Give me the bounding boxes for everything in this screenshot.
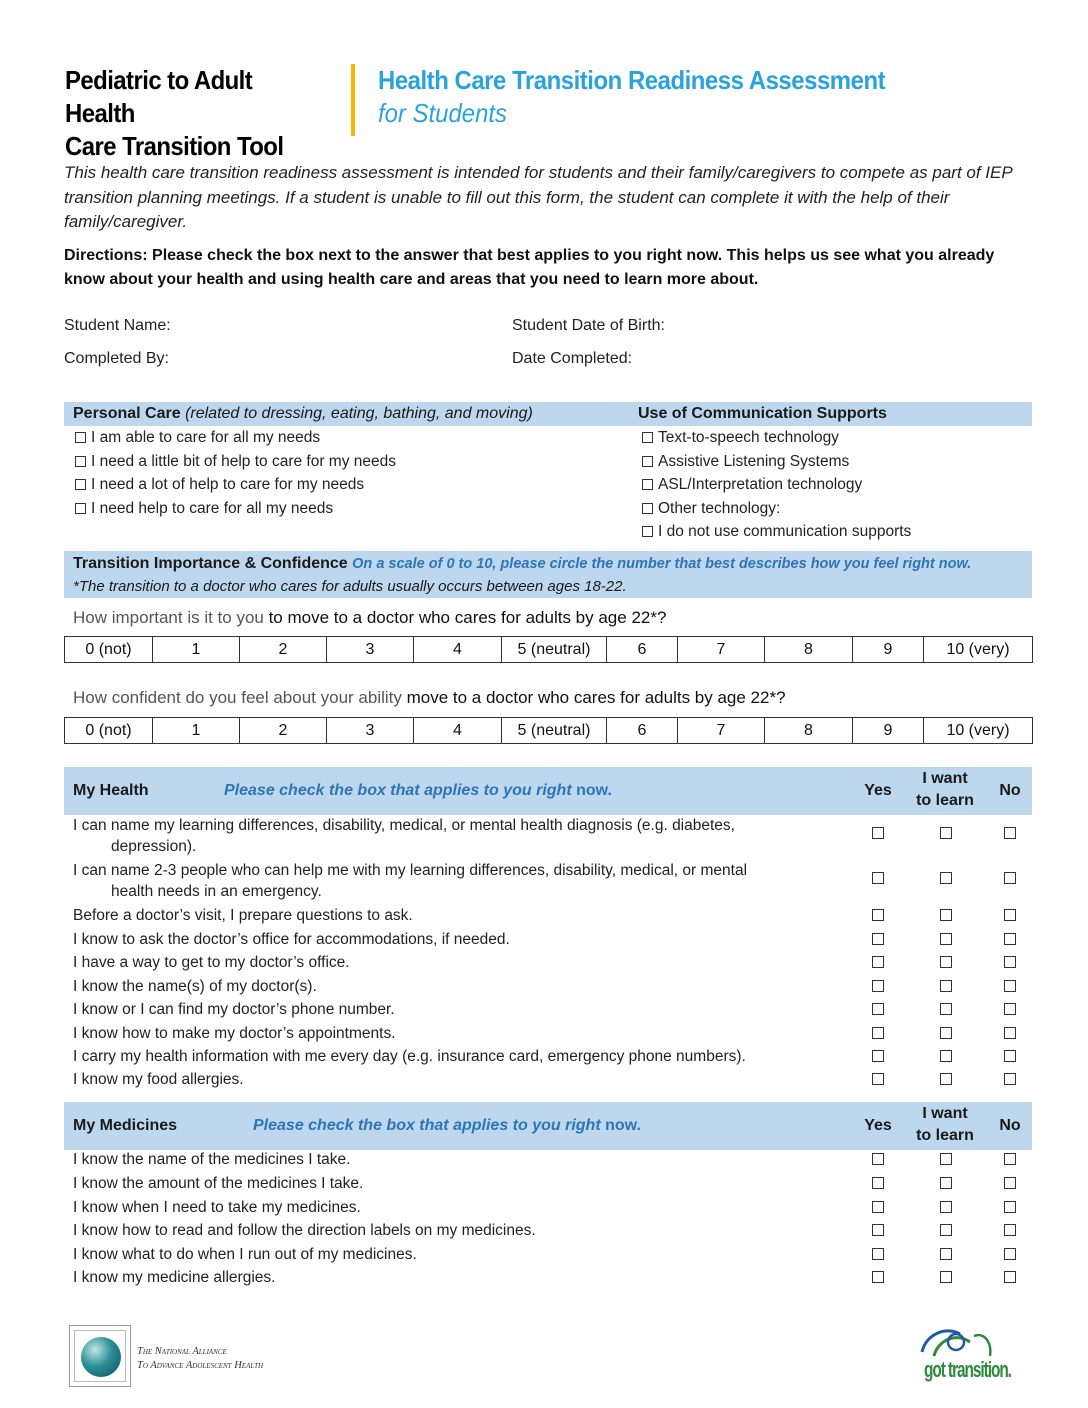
- row-line1: I know or I can find my doctor’s phone number.: [73, 1001, 395, 1018]
- tool-title: [65, 64, 327, 163]
- page-header: [65, 64, 1025, 161]
- checklist-row-text: [73, 1046, 833, 1067]
- my-health-instruction-part2: now.: [571, 782, 612, 799]
- transition-title: Transition Importance & Confidence: [73, 555, 348, 572]
- row-line1: I have a way to get to my doctor’s office.: [73, 954, 350, 971]
- row-line2: health needs in an emergency.: [111, 883, 322, 900]
- transition-heading: [73, 553, 971, 575]
- scale-option[interactable]: 7: [678, 718, 765, 744]
- want-to-learn-checkbox[interactable]: [940, 956, 952, 968]
- yes-checkbox[interactable]: [872, 1050, 884, 1062]
- yes-checkbox[interactable]: [872, 1027, 884, 1039]
- want-to-learn-checkbox[interactable]: [940, 1201, 952, 1213]
- want-to-learn-column-header: [904, 1103, 986, 1147]
- row-line1: I know how to make my doctor’s appointments.: [73, 1025, 396, 1042]
- scale-option[interactable]: 1: [153, 637, 240, 663]
- checkbox-icon[interactable]: [642, 432, 653, 443]
- alliance-logo: [69, 1325, 309, 1387]
- checklist-row-text: [73, 905, 833, 926]
- yes-checkbox[interactable]: [872, 980, 884, 992]
- no-checkbox[interactable]: [1004, 872, 1016, 884]
- no-checkbox[interactable]: [1004, 1027, 1016, 1039]
- checklist-row-text: [73, 1069, 833, 1090]
- want-to-learn-checkbox[interactable]: [940, 1027, 952, 1039]
- checklist-row-text: [73, 1267, 833, 1288]
- want-to-learn-checkbox[interactable]: [940, 980, 952, 992]
- no-column-header: No: [999, 1117, 1021, 1134]
- yes-checkbox[interactable]: [872, 827, 884, 839]
- scale-option[interactable]: 5 (neutral): [502, 637, 607, 663]
- header-divider: [351, 64, 355, 136]
- checkbox-icon[interactable]: [642, 526, 653, 537]
- row-line2: depression).: [111, 838, 197, 855]
- my-health-instruction-part1: Please check the box that applies to you right: [224, 782, 572, 799]
- my-medicines-instruction-part2: now.: [600, 1117, 641, 1134]
- personal-care-option-label: I need help to care for all my needs: [91, 499, 334, 517]
- importance-question-part2: to move to a doctor who cares for adults by age 22*?: [263, 608, 667, 627]
- scale-option[interactable]: 5 (neutral): [502, 718, 607, 744]
- assessment-title: Health Care Transition Readiness Assessment: [378, 65, 886, 95]
- transition-instruction: On a scale of 0 to 10, please circle the number that best describes how you feel right now.: [352, 556, 972, 572]
- personal-care-heading: [73, 403, 533, 425]
- personal-care-option[interactable]: [75, 428, 320, 448]
- confidence-scale: [64, 717, 1033, 744]
- importance-question-part1: How important is it to you: [73, 608, 264, 627]
- importance-question: [73, 607, 666, 629]
- tool-title-line2: Care Transition Tool: [65, 131, 284, 161]
- checklist-row-text: [73, 860, 833, 902]
- scale-option[interactable]: 3: [327, 718, 414, 744]
- checklist-row-text: [73, 976, 833, 997]
- scale-option[interactable]: 8: [765, 637, 853, 663]
- confidence-question: [73, 687, 786, 709]
- want-to-learn-checkbox[interactable]: [940, 909, 952, 921]
- checklist-row-text: [73, 1244, 833, 1265]
- scale-option[interactable]: 4: [414, 718, 502, 744]
- personal-care-option[interactable]: [75, 452, 396, 472]
- no-checkbox[interactable]: [1004, 980, 1016, 992]
- checklist-row-text: [73, 1173, 833, 1194]
- my-medicines-header: [64, 1102, 1032, 1150]
- yes-column-header: Yes: [864, 1117, 892, 1134]
- no-checkbox[interactable]: [1004, 1271, 1016, 1283]
- personal-care-option-label: I need a lot of help to care for my needs: [91, 476, 365, 493]
- row-line1: I know my food allergies.: [73, 1071, 244, 1088]
- communication-option-label: Text-to-speech technology: [658, 429, 839, 446]
- checkbox-icon[interactable]: [75, 432, 86, 443]
- no-checkbox[interactable]: [1004, 956, 1016, 968]
- row-line1: I know to ask the doctor’s office for accommodations, if needed.: [73, 931, 510, 948]
- communication-option[interactable]: [642, 428, 839, 448]
- no-checkbox[interactable]: [1004, 1248, 1016, 1260]
- communication-option[interactable]: [642, 499, 780, 519]
- my-health-instruction: [224, 780, 612, 802]
- scale-option[interactable]: 1: [153, 718, 240, 744]
- communication-option-label: I do not use communication supports: [658, 523, 912, 540]
- scale-option[interactable]: 9: [853, 718, 924, 744]
- communication-option-label: ASL/Interpretation technology: [658, 476, 863, 493]
- checklist-row-text: [73, 1023, 833, 1044]
- want-to-learn-column-header: [904, 768, 986, 812]
- personal-care-title: Personal Care: [73, 405, 181, 422]
- yes-checkbox[interactable]: [872, 956, 884, 968]
- no-checkbox[interactable]: [1004, 827, 1016, 839]
- personal-care-option-label: I am able to care for all my needs: [91, 429, 321, 446]
- yes-checkbox[interactable]: [872, 1248, 884, 1260]
- scale-option[interactable]: 4: [414, 637, 502, 663]
- row-line1: I know the name of the medicines I take.: [73, 1151, 351, 1168]
- want-to-learn-checkbox[interactable]: [940, 1177, 952, 1189]
- row-line1: I can name my learning differences, disability, medical, or mental health diagnosis (e.g. diabetes,: [73, 817, 735, 834]
- want-to-learn-checkbox[interactable]: [940, 1073, 952, 1085]
- checkbox-icon[interactable]: [642, 503, 653, 514]
- alliance-line1: The National Alliance: [137, 1346, 227, 1357]
- communication-option-label: Assistive Listening Systems: [658, 452, 850, 470]
- row-line1: I know when I need to take my medicines.: [73, 1199, 361, 1216]
- checklist-row-text: [73, 952, 833, 973]
- no-checkbox[interactable]: [1004, 1224, 1016, 1236]
- want-to-learn-checkbox[interactable]: [940, 1153, 952, 1165]
- directions-text: Directions: Please check the box next to the answer that best applies to you right now. This helps us see what you already know about your health and using health care and areas that you need to learn more about.: [64, 247, 995, 288]
- want-to-learn-checkbox[interactable]: [940, 1271, 952, 1283]
- no-checkbox[interactable]: [1004, 1177, 1016, 1189]
- intro-text: This health care transition readiness assessment is intended for students and their family/caregivers to compete as part of IEP transition planning meetings. If a student is unable to fill out this form, the student can complete it with the help of their family/caregiver.: [64, 163, 1013, 231]
- want-to-learn-checkbox[interactable]: [940, 1248, 952, 1260]
- got-transition-swirl-icon: [912, 1322, 1032, 1362]
- checkbox-icon[interactable]: [642, 456, 653, 467]
- yes-checkbox[interactable]: [872, 872, 884, 884]
- personal-care-option[interactable]: [75, 475, 364, 495]
- alliance-logo-inner: [74, 1330, 126, 1382]
- no-checkbox[interactable]: [1004, 1201, 1016, 1213]
- scale-option[interactable]: 0 (not): [65, 718, 153, 744]
- yes-checkbox[interactable]: [872, 1224, 884, 1236]
- row-line1: I can name 2-3 people who can help me with my learning differences, disability, medical, or mental: [73, 862, 748, 879]
- personal-care-option-label: I need a little bit of help to care for my needs: [91, 452, 397, 470]
- no-checkbox[interactable]: [1004, 1073, 1016, 1085]
- scale-option[interactable]: 10 (very): [924, 718, 1033, 744]
- want-to-learn-checkbox[interactable]: [940, 933, 952, 945]
- checklist-row-text: [73, 1220, 833, 1241]
- communication-title: Use of Communication Supports: [638, 405, 887, 422]
- want-to-learn-checkbox[interactable]: [940, 1050, 952, 1062]
- want-line2: to learn: [916, 792, 974, 809]
- want-to-learn-checkbox[interactable]: [940, 872, 952, 884]
- my-health-title: My Health: [73, 782, 149, 799]
- student-dob-field[interactable]: Student Date of Birth:: [512, 317, 665, 334]
- my-medicines-instruction: [253, 1115, 641, 1137]
- no-checkbox[interactable]: [1004, 1050, 1016, 1062]
- globe-icon: [81, 1337, 121, 1377]
- row-line1: I know how to read and follow the direction labels on my medicines.: [73, 1222, 536, 1239]
- my-health-header: [64, 767, 1032, 815]
- want-line1: I want: [922, 1105, 968, 1122]
- scale-option[interactable]: 6: [607, 718, 678, 744]
- no-checkbox[interactable]: [1004, 933, 1016, 945]
- got-transition-wordmark: got transition.: [924, 1357, 1011, 1382]
- yes-checkbox[interactable]: [872, 1271, 884, 1283]
- scale-option[interactable]: 9: [853, 637, 924, 663]
- checklist-row-text: [73, 999, 833, 1020]
- my-medicines-instruction-part1: Please check the box that applies to you right: [253, 1117, 601, 1134]
- scale-option[interactable]: 6: [607, 637, 678, 663]
- row-line1: I know what to do when I run out of my medicines.: [73, 1246, 417, 1263]
- personal-care-option[interactable]: [75, 499, 333, 519]
- scale-option[interactable]: 0 (not): [65, 637, 153, 663]
- no-checkbox[interactable]: [1004, 1003, 1016, 1015]
- yes-checkbox[interactable]: [872, 1153, 884, 1165]
- row-line1: I carry my health information with me every day (e.g. insurance card, emergency phone numbers).: [73, 1048, 746, 1065]
- checkbox-icon[interactable]: [75, 479, 86, 490]
- alliance-logo-frame: [69, 1325, 131, 1387]
- want-line2: to learn: [916, 1127, 974, 1144]
- my-medicines-title: My Medicines: [73, 1117, 178, 1134]
- student-name-field[interactable]: Student Name:: [64, 317, 171, 334]
- scale-option[interactable]: 8: [765, 718, 853, 744]
- personal-care-subtitle: (related to dressing, eating, bathing, and moving): [185, 405, 533, 422]
- row-line1: Before a doctor’s visit, I prepare questions to ask.: [73, 907, 413, 924]
- confidence-question-part1: How confident do you feel about your ability: [73, 688, 402, 707]
- yes-checkbox[interactable]: [872, 1073, 884, 1085]
- checklist-row-text: [73, 929, 833, 950]
- row-line1: I know the amount of the medicines I take.: [73, 1175, 364, 1192]
- tool-title-line1: Pediatric to Adult Health: [65, 65, 253, 128]
- communication-option[interactable]: [642, 522, 911, 542]
- scale-option[interactable]: 7: [678, 637, 765, 663]
- want-to-learn-checkbox[interactable]: [940, 827, 952, 839]
- yes-checkbox[interactable]: [872, 933, 884, 945]
- alliance-name: [137, 1345, 263, 1373]
- yes-checkbox[interactable]: [872, 1201, 884, 1213]
- completed-by-field[interactable]: Completed By:: [64, 350, 169, 367]
- transition-note: *The transition to a doctor who cares for adults usually occurs between ages 18-22.: [73, 578, 627, 595]
- row-line1: I know the name(s) of my doctor(s).: [73, 978, 317, 995]
- yes-column-header: Yes: [864, 782, 892, 799]
- scale-option[interactable]: 2: [240, 637, 327, 663]
- want-to-learn-checkbox[interactable]: [940, 1003, 952, 1015]
- communication-option[interactable]: [642, 452, 849, 472]
- date-completed-field[interactable]: Date Completed:: [512, 350, 633, 367]
- alliance-line2: To Advance Adolescent Health: [137, 1360, 264, 1371]
- communication-option[interactable]: [642, 475, 862, 495]
- checkbox-icon[interactable]: [75, 503, 86, 514]
- no-column-header: No: [999, 782, 1021, 799]
- checklist-row-text: [73, 1197, 833, 1218]
- checkbox-icon[interactable]: [642, 479, 653, 490]
- importance-scale: [64, 636, 1033, 663]
- no-checkbox[interactable]: [1004, 1153, 1016, 1165]
- checklist-row-text: [73, 1149, 833, 1170]
- communication-option-label: Other technology:: [658, 499, 781, 517]
- assessment-subtitle: for Students: [378, 98, 507, 128]
- yes-checkbox[interactable]: [872, 1177, 884, 1189]
- confidence-question-part2: move to a doctor who cares for adults by age 22*?: [401, 688, 786, 707]
- want-line1: I want: [922, 770, 968, 787]
- checklist-row-text: [73, 815, 833, 857]
- yes-checkbox[interactable]: [872, 1003, 884, 1015]
- scale-option[interactable]: 2: [240, 718, 327, 744]
- scale-option[interactable]: 3: [327, 637, 414, 663]
- row-line1: I know my medicine allergies.: [73, 1269, 276, 1286]
- scale-option[interactable]: 10 (very): [924, 637, 1033, 663]
- want-to-learn-checkbox[interactable]: [940, 1224, 952, 1236]
- yes-checkbox[interactable]: [872, 909, 884, 921]
- no-checkbox[interactable]: [1004, 909, 1016, 921]
- checkbox-icon[interactable]: [75, 456, 86, 467]
- got-transition-logo: [912, 1322, 1032, 1392]
